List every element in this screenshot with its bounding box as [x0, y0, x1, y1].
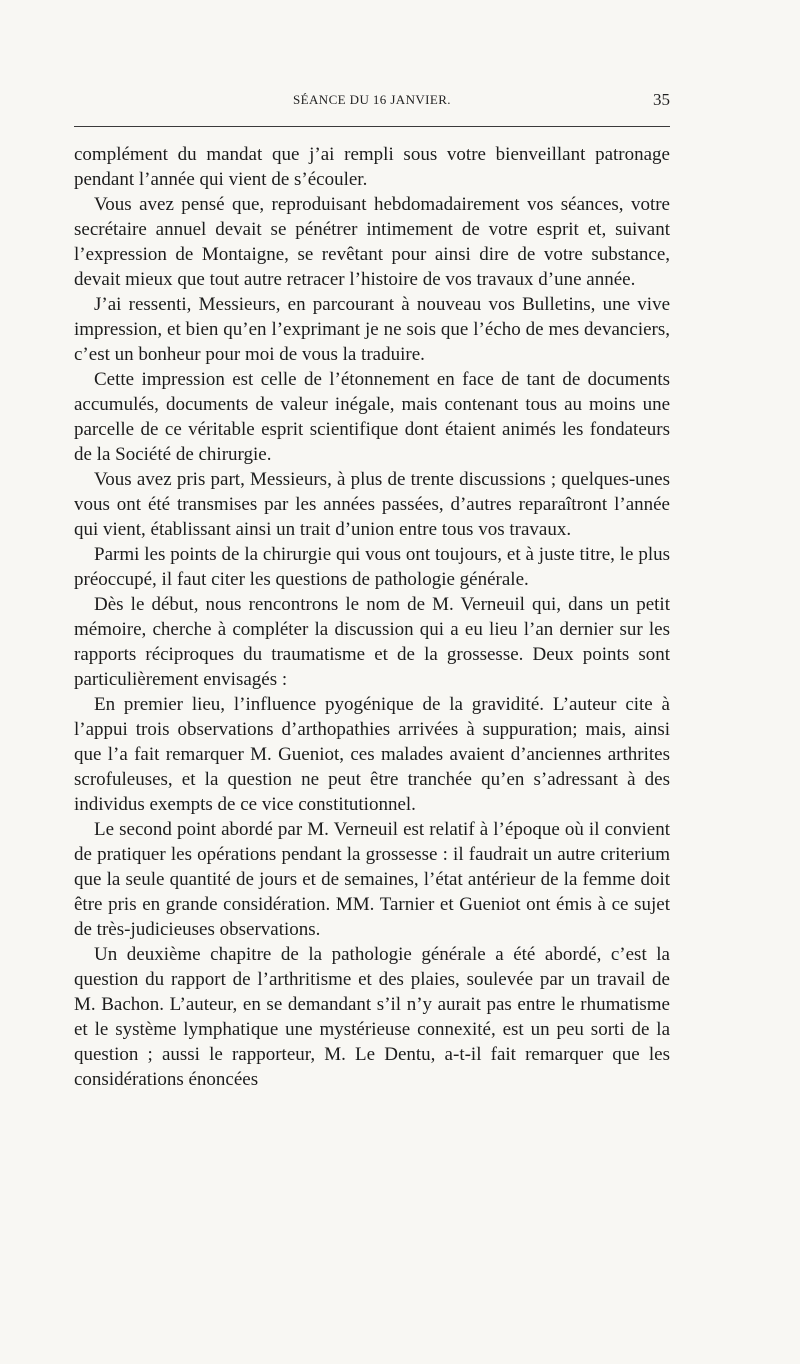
paragraph: Vous avez pris part, Messieurs, à plus de trente discussions ; quelques-unes vous ont été transmises par les années passées, d’autres reparaîtront l’année qui vient, établissant ainsi un trait d’union entre tous vos travaux.: [74, 469, 670, 540]
paragraph: Parmi les points de la chirurgie qui vous ont toujours, et à juste titre, le plus préoccupé, il faut citer les questions de pathologie générale.: [74, 544, 670, 590]
paragraph: Un deuxième chapitre de la pathologie générale a été abordé, c’est la question du rapport de l’arthritisme et des plaies, soulevée par un travail de M. Bachon. L’auteur, en se demandant s’il n’y aurait pas entre le rhumatisme et le système lymphatique une mystérieuse connexité, est un peu sorti de la question ; aussi le rapporteur, M. Le Dentu, a-t-il fait remarquer que les considérations énoncées: [74, 944, 670, 1090]
page-header: [74, 88, 670, 112]
paragraph: J’ai ressenti, Messieurs, en parcourant à nouveau vos Bulletins, une vive impression, et bien qu’en l’exprimant je ne sois que l’écho de mes devanciers, c’est un bonheur pour moi de vous la traduire.: [74, 294, 670, 365]
paragraph: En premier lieu, l’influence pyogénique de la gravidité. L’auteur cite à l’appui trois observations d’arthopathies arrivées à suppuration; mais, ainsi que l’a fait remarquer M. Gueniot, ces malades avaient d’anciennes arthrites scrofuleuses, et la question ne peut être tranchée qu’en s’adressant à des individus exempts de ce vice constitutionnel.: [74, 694, 670, 815]
running-title: SÉANCE DU 16 JANVIER.: [293, 92, 451, 107]
paragraph: Cette impression est celle de l’étonnement en face de tant de documents accumulés, documents de valeur inégale, mais contenant tous au moins une parcelle de ce véritable esprit scientifique dont étaient animés les fondateurs de la Société de chirurgie.: [74, 369, 670, 465]
paragraph: complément du mandat que j’ai rempli sous votre bienveillant patronage pendant l’année qui vient de s’écouler.: [74, 144, 670, 190]
body-text: [74, 142, 670, 1092]
header-rule: [74, 126, 670, 127]
paragraph: Dès le début, nous rencontrons le nom de M. Verneuil qui, dans un petit mémoire, cherche à compléter la discussion qui a eu lieu l’an dernier sur les rapports réciproques du traumatisme et de la grossesse. Deux points sont particulièrement envisagés :: [74, 594, 670, 690]
paragraph: Vous avez pensé que, reproduisant hebdomadairement vos séances, votre secrétaire annuel devait se pénétrer intimement de votre esprit et, suivant l’expression de Montaigne, se revêtant pour ainsi dire de votre substance, devait mieux que tout autre retracer l’histoire de vos travaux d’une année.: [74, 194, 670, 290]
paragraph: Le second point abordé par M. Verneuil est relatif à l’époque où il convient de pratiquer les opérations pendant la grossesse : il faudrait un autre criterium que la seule quantité de jours et de semaines, l’état antérieur de la femme doit être pris en grande considération. MM. Tarnier et Gueniot ont émis à ce sujet de très-judicieuses observations.: [74, 819, 670, 940]
page-number: 35: [653, 90, 670, 109]
